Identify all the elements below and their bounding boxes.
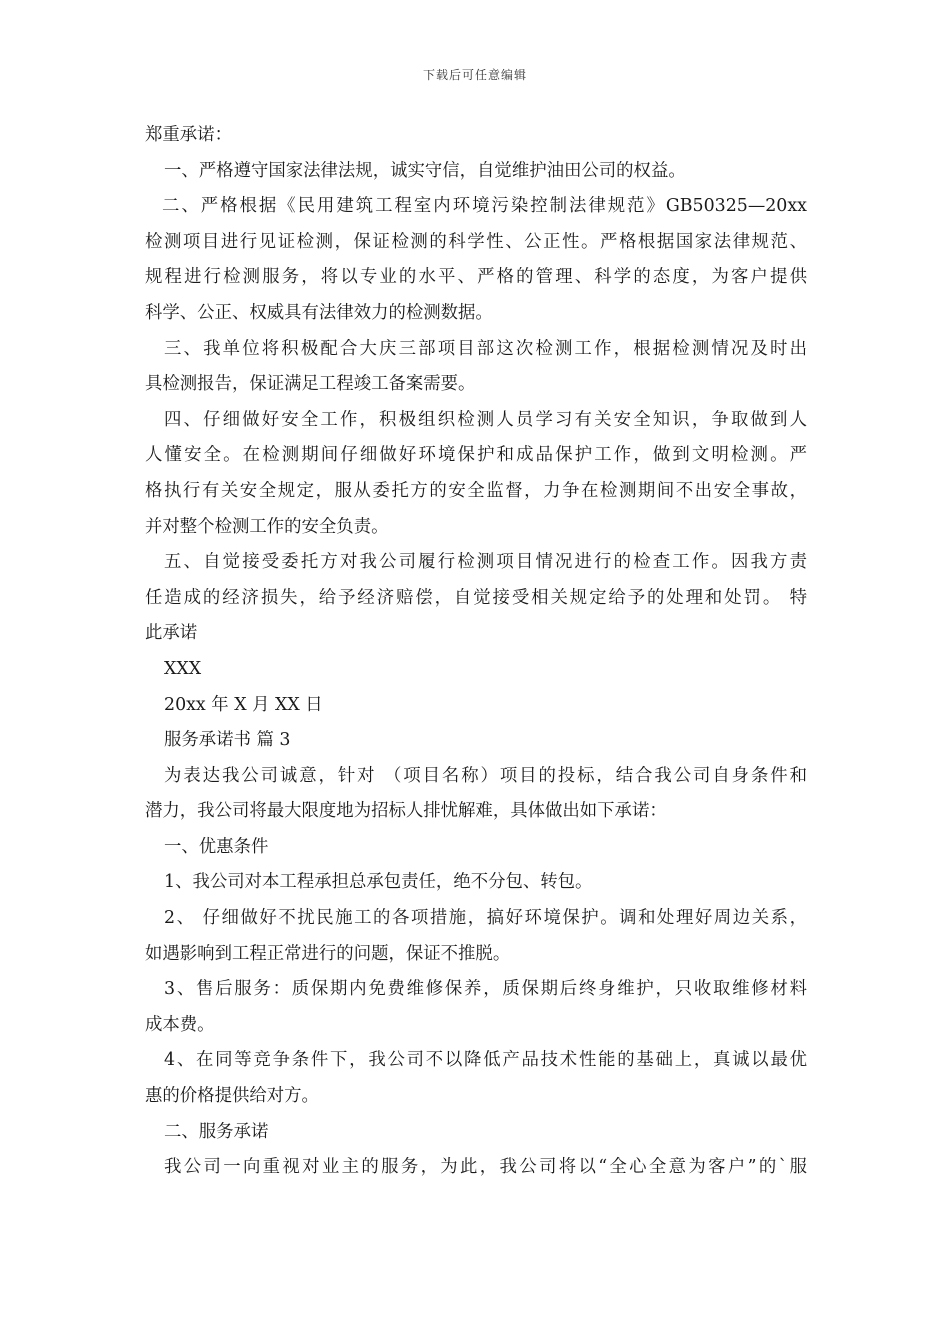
text-line: 潜力，我公司将最大限度地为招标人排忧解难，具体做出如下承诺： [145,801,667,822]
text-line: 检测项目进行见证检测，保证检测的科学性、公正性。严格根据国家法律规范、 [145,231,807,252]
text-line: 三、我单位将积极配合大庆三部项目部这次检测工作，根据检测情况及时出 [164,338,807,359]
text-line: 惠的价格提供给对方。 [145,1086,319,1107]
text-line: 并对整个检测工作的安全负责。 [145,516,389,537]
text-line: 成本费。 [145,1014,215,1035]
text-line: 规程进行检测服务，将以专业的水平、严格的管理、科学的态度，为客户提供 [145,267,807,288]
text-line: 3、售后服务：质保期内免费维修保养，质保期后终身维护，只收取维修材料 [164,979,807,1000]
text-line: 人懂安全。在检测期间仔细做好环境保护和成品保护工作，做到文明检测。严 [145,445,807,466]
text-line: 此承诺 [145,623,198,644]
text-line: 一、优惠条件 [164,836,269,857]
text-line: 二、服务承诺 [164,1121,269,1142]
text-line: 科学、公正、权威具有法律效力的检测数据。 [145,302,493,323]
text-line: 2、 仔细做好不扰民施工的各项措施，搞好环境保护。调和处理好周边关系， [164,908,807,929]
text-line: 20xx 年 X 月 XX 日 [164,694,323,715]
document-body [145,118,807,1186]
text-line: 郑重承诺： [145,125,232,145]
text-line: 我公司一向重视对业主的服务，为此，我公司将以“全心全意为客户”的`服 [164,1157,807,1178]
text-line: 如遇影响到工程正常进行的问题，保证不推脱。 [145,943,511,964]
text-line: 二、严格根据《民用建筑工程室内环境污染控制法律规范》GB50325—20xx [162,196,807,217]
text-line: 为表达我公司诚意，针对 （项目名称）项目的投标，结合我公司自身条件和 [164,765,807,786]
text-line: 格执行有关安全规定，服从委托方的安全监督，力争在检测期间不出安全事故， [145,480,807,501]
page-header: 下载后可任意编辑 [422,68,527,82]
text-line: 任造成的经济损失，给予经济赔偿，自觉接受相关规定给予的处理和处罚。 特 [145,587,807,608]
text-line: 四、仔细做好安全工作，积极组织检测人员学习有关安全知识，争取做到人 [164,409,807,430]
text-line: 五、自觉接受委托方对我公司履行检测项目情况进行的检查工作。因我方责 [164,552,807,573]
text-line: 1、我公司对本工程承担总承包责任，绝不分包、转包。 [164,872,593,893]
text-line: 具检测报告，保证满足工程竣工备案需要。 [145,374,476,395]
text-line: XXX [164,658,202,679]
text-line: 一、严格遵守国家法律法规，诚实守信，自觉维护油田公司的权益。 [164,160,686,181]
text-line: 4、在同等竞争条件下，我公司不以降低产品技术性能的基础上，真诚以最优 [164,1050,807,1071]
text-line: 服务承诺书 篇 3 [164,730,291,751]
